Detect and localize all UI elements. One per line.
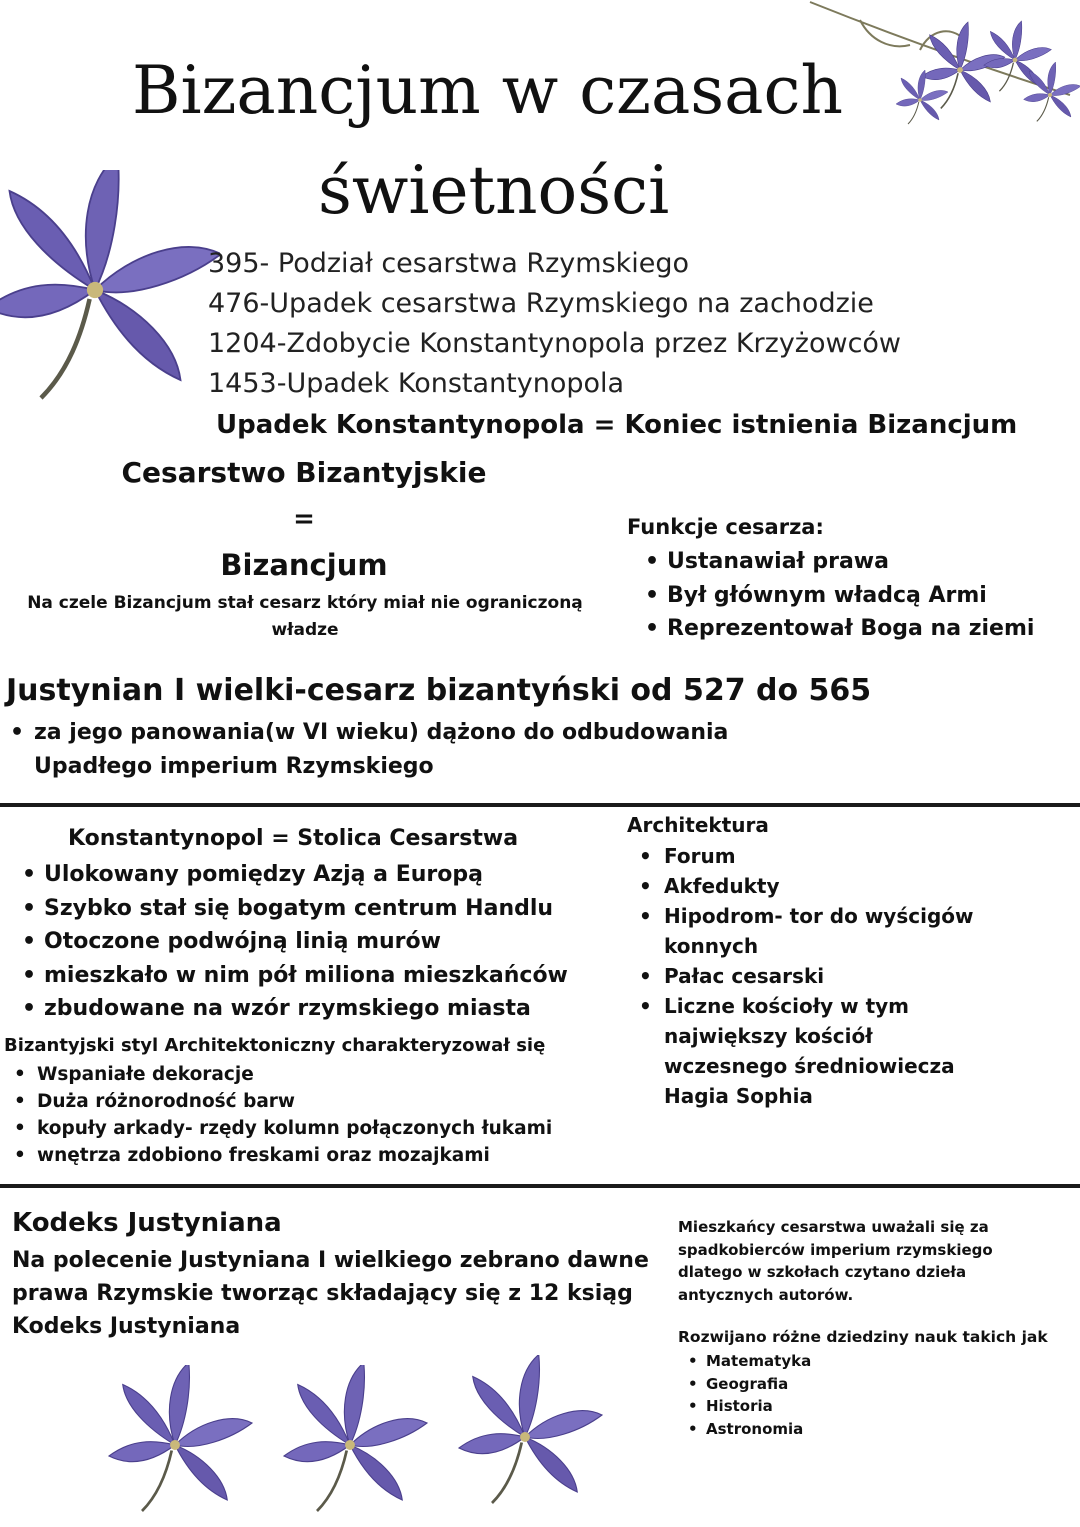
list-item: • Astronomia — [678, 1418, 811, 1441]
pressed-flower-icon — [440, 1355, 610, 1520]
list-item: • Wspaniałe dekoracje — [12, 1061, 552, 1088]
list-item: • Szybko stał się bogatym centrum Handlu — [20, 892, 568, 926]
style-list — [12, 1061, 552, 1169]
empire-short-name: Bizancjum — [220, 548, 388, 582]
constantinople-list — [20, 858, 568, 1026]
constantinople-heading: Konstantynopol = Stolica Cesarstwa — [67, 826, 519, 851]
list-item: • Ulokowany pomiędzy Azją a Europą — [20, 858, 568, 892]
title-line-1: Bizancjum w czasach — [132, 52, 843, 129]
architecture-list — [637, 841, 973, 1111]
list-item: • Liczne kościoły w tym największy kościół wczesnego średniowiecza Hagia Sophia — [637, 991, 973, 1111]
list-item: • Matematyka — [678, 1350, 811, 1373]
justinian-bullet: • za jego panowania(w VI wieku) dążono do odbudowania Upadłego imperium Rzymskiego — [10, 720, 729, 779]
sciences-list — [678, 1350, 811, 1440]
page-title — [132, 52, 843, 129]
heirs-text: Mieszkańcy cesarstwa uważali się za spadkobierców imperium rzymskiego dlatego w szkołach czytano dzieła antycznych autorów. — [678, 1218, 993, 1304]
list-item: • kopuły arkady- rzędy kolumn połączonych łukami — [12, 1115, 552, 1142]
list-item: • Historia — [678, 1395, 811, 1418]
list-item: • Duża różnorodność barw — [12, 1088, 552, 1115]
timeline-entry: 395- Podział cesarstwa Rzymskiego — [208, 248, 690, 279]
pressed-flower-icon — [265, 1365, 435, 1525]
timeline-entry: 476-Upadek cesarstwa Rzymskiego na zachodzie — [208, 288, 874, 319]
sciences-heading: Rozwijano różne dziedziny nauk takich jak — [678, 1328, 1048, 1346]
justinian-heading: Justynian I wielki-cesarz bizantyński od 527 do 565 — [6, 673, 872, 708]
list-item: • Akfedukty — [637, 871, 973, 901]
list-item: • wnętrza zdobiono freskami oraz mozajkami — [12, 1142, 552, 1169]
architecture-heading: Architektura — [627, 813, 769, 837]
divider — [0, 1184, 1080, 1188]
timeline-entry: 1204-Zdobycie Konstantynopola przez Krzyżowców — [208, 328, 902, 359]
empire-name: Cesarstwo Bizantyjskie — [121, 456, 487, 489]
timeline — [208, 244, 901, 404]
list-item: • Pałac cesarski — [637, 961, 973, 991]
codex-text: Na polecenie Justyniana I wielkiego zebrano dawne prawa Rzymskie tworząc składający się z 12 ksiąg Kodeks Justyniana — [12, 1248, 649, 1339]
list-item: • mieszkało w nim pół miliona mieszkańców — [20, 959, 568, 993]
list-item: • Otoczone podwójną linią murów — [20, 925, 568, 959]
list-item: • Był głównym władcą Armi — [643, 579, 1034, 613]
page-title-line-2: świetności — [318, 152, 670, 229]
list-item: • zbudowane na wzór rzymskiego miasta — [20, 992, 568, 1026]
style-heading: Bizantyjski styl Architektoniczny charakteryzował się — [4, 1035, 546, 1056]
emperor-functions-heading: Funkcje cesarza: — [627, 515, 824, 539]
list-item: • Ustanawiał prawa — [643, 545, 1034, 579]
codex-heading: Kodeks Justyniana — [12, 1208, 282, 1238]
list-item: • Geografia — [678, 1373, 811, 1396]
list-item: • Reprezentował Boga na ziemi — [643, 612, 1034, 646]
emperor-functions-list — [643, 545, 1034, 646]
list-item: • Forum — [637, 841, 973, 871]
equals-sign: = — [293, 504, 315, 534]
pressed-flower-icon — [90, 1365, 260, 1525]
list-item: • Hipodrom- tor do wyścigów konnych — [637, 901, 973, 961]
conclusion: Upadek Konstantynopola = Koniec istnienia Bizancjum — [216, 410, 1018, 440]
pressed-flower-icon — [0, 170, 220, 430]
timeline-entry: 1453-Upadek Konstantynopola — [208, 368, 625, 399]
empire-note: Na czele Bizancjum stał cesarz który miał nie ograniczoną władze — [27, 593, 583, 640]
divider — [0, 803, 1080, 807]
